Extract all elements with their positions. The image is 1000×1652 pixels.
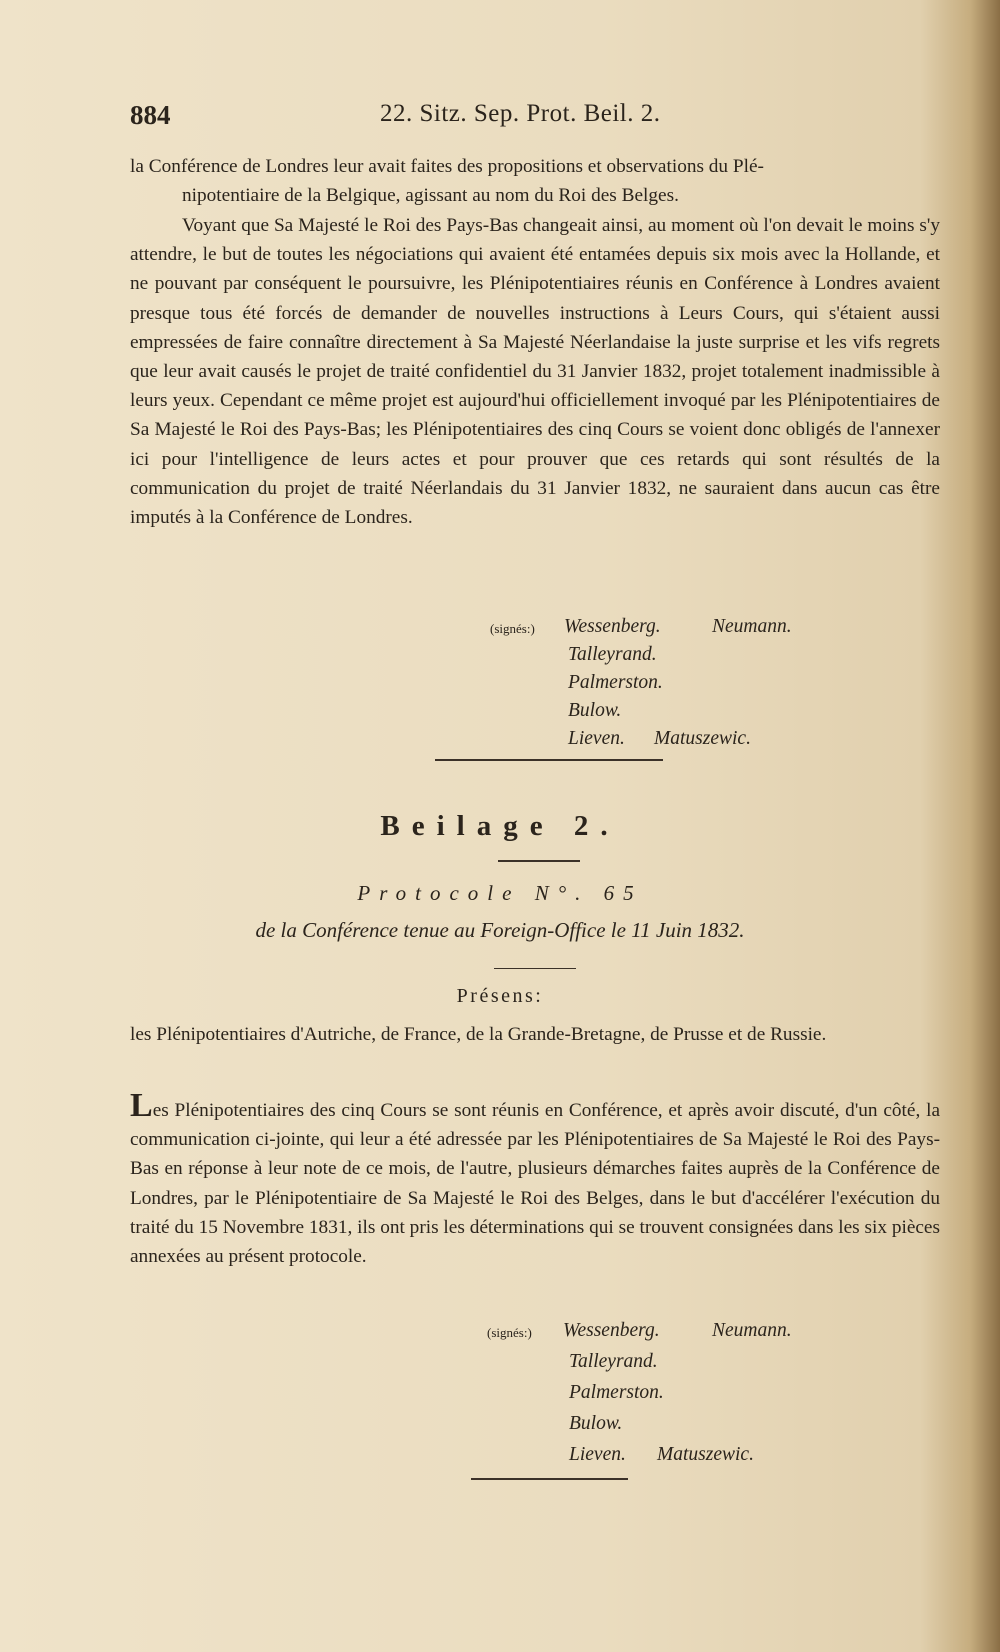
presens-text: les Plénipotentiaires d'Autriche, de France, de la Grande-Bretagne, de Prusse et de Russie. <box>130 1024 827 1045</box>
signatures-label-2: (signés:) <box>487 1325 532 1340</box>
protocol-title: Protocole N°. 65 <box>357 881 643 905</box>
signatures-label: (signés:) <box>490 621 535 636</box>
signature-talleyrand-2: Talleyrand. <box>569 1351 658 1372</box>
main-paragraph-text: Voyant que Sa Majesté le Roi des Pays-Bas changeait ainsi, au moment où l'on devait le moins s'y attendre, le but de toutes les négociations qui avaient été entamées depuis six mois avec la Hollande, et ne pouvant par conséquent le poursuivre, les Plénipotentiaires réunis en Conférence à Londres avaient presque tous été forcés de demander de nouvelles instructions à Leurs Cours, qui s'étaient aussi empressées de faire connaître directement à Sa Majesté Néerlandaise la juste surprise et les vifs regrets que leur avait causés le projet de traité confidentiel du 31 Janvier 1832, projet totalement inadmissible à leurs yeux. Cependant ce même projet est aujourd'hui officiellement invoqué par les Plénipotentiaires de Sa Majesté le Roi des Pays-Bas; les Plénipotentiaires des cinq Cours se voient donc obligés de l'annexer ici pour l'intelligence de leurs actes et pour prouver que ces retards qui sont résultés de la communication du projet de traité Néerlandais du 31 Janvier 1832, ne sauraient dans aucun cas être imputés à la Conférence de Londres. <box>130 215 940 529</box>
signature-bulow-2: Bulow. <box>569 1413 623 1434</box>
beilage-title: Beilage 2. <box>380 810 620 842</box>
presens-paragraph <box>130 1020 940 1049</box>
intro-line-2: nipotentiaire de la Belgique, agissant au nom du Roi des Belges. <box>182 185 679 207</box>
intro-line-1: la Conférence de Londres leur avait faites des propositions et observations du Plé- <box>130 156 764 177</box>
signature-talleyrand: Talleyrand. <box>568 644 657 665</box>
signature-neumann-2: Neumann. <box>712 1320 792 1341</box>
drop-cap: L <box>130 1087 153 1124</box>
presens-heading: Présens: <box>456 985 544 1007</box>
signature-lieven: Lieven. <box>568 728 625 749</box>
protocol-body-text: es Plénipotentiaires des cinq Cours se sont réunis en Conférence, et après avoir discuté, d'un côté, la communication ci-jointe, qui leur a été adressée par les Plénipotentiaires de Sa Majesté le Roi des Pays-Bas en réponse à leur note de ce mois, de l'autre, plusieurs démarches faites auprès de la Conférence de Londres, par le Plénipotentiaire de Sa Majesté le Roi des Belges, dans le but d'accélérer l'exécution du traité du 15 Novembre 1831, ils ont pris les déterminations qui se trouvent consignées dans les six pièces annexées au présent protocole. <box>130 1100 940 1268</box>
page-header <box>130 100 940 140</box>
signature-bulow: Bulow. <box>568 700 622 721</box>
signature-palmerston-2: Palmerston. <box>569 1382 664 1403</box>
page-number: 884 <box>130 100 171 130</box>
signature-wessenberg: Wessenberg. <box>564 616 661 637</box>
main-paragraph <box>130 211 940 532</box>
closing-divider <box>471 1478 628 1480</box>
title-underline <box>498 860 580 862</box>
running-head: 22. Sitz. Sep. Prot. Beil. 2. <box>380 100 661 127</box>
protocol-body <box>130 1087 940 1271</box>
section-divider <box>435 759 663 761</box>
protocol-subtitle: de la Conférence tenue au Foreign-Office le 11 Juin 1832. <box>255 918 745 942</box>
protocol-body-paragraph <box>130 1087 940 1271</box>
signature-lieven-2: Lieven. <box>569 1444 626 1465</box>
signature-matuszewic: Matuszewic. <box>654 728 751 749</box>
signature-matuszewic-2: Matuszewic. <box>657 1444 754 1465</box>
signature-palmerston: Palmerston. <box>568 672 663 693</box>
signature-wessenberg-2: Wessenberg. <box>563 1320 660 1341</box>
signature-neumann: Neumann. <box>712 616 792 637</box>
intro-paragraph <box>130 152 940 210</box>
subtitle-divider <box>494 968 576 969</box>
